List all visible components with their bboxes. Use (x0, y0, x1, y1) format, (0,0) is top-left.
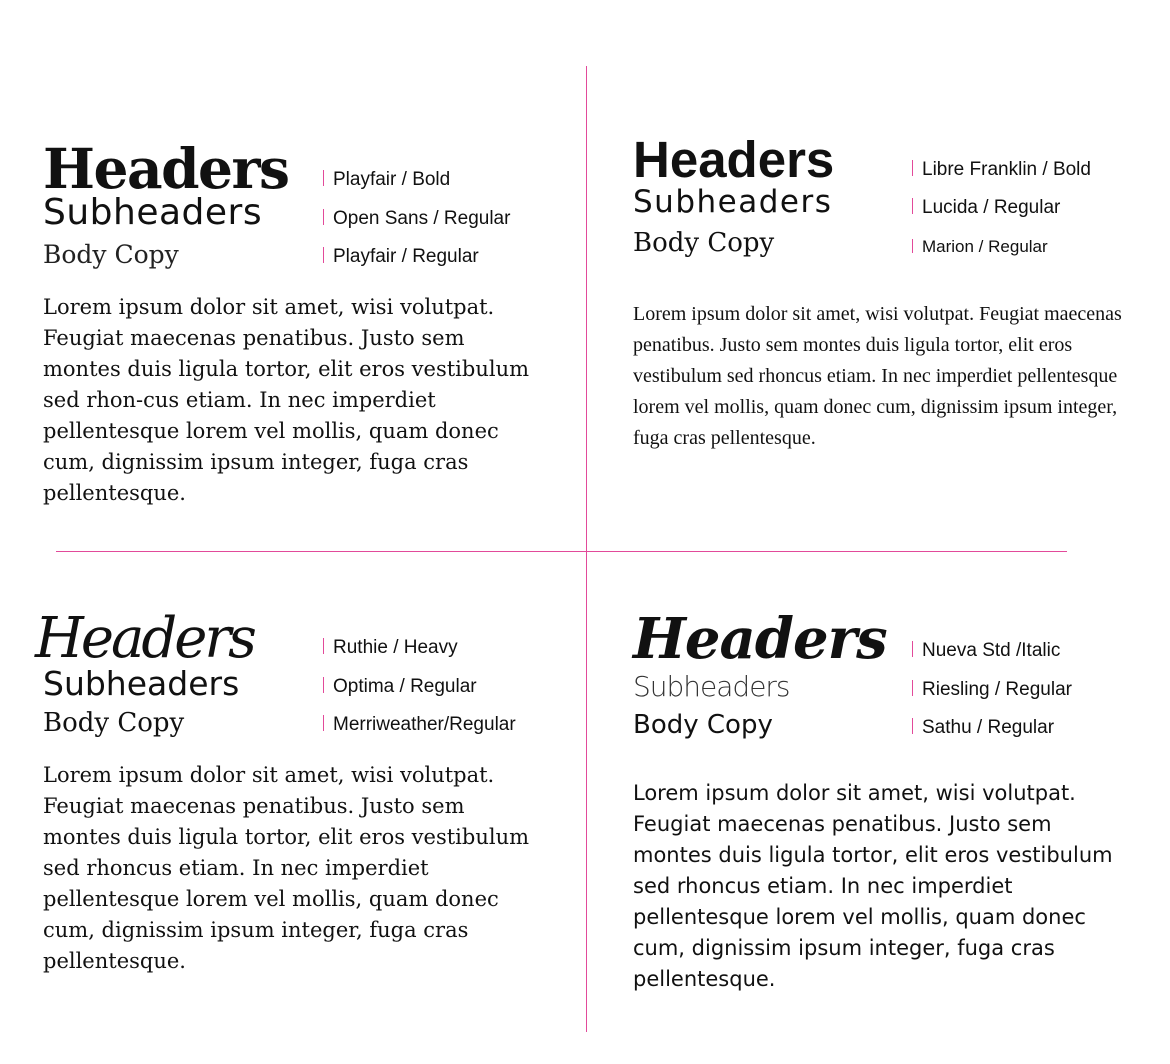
accent-bar (323, 170, 324, 186)
font-spec-subheader (323, 208, 510, 230)
font-spec-header (912, 159, 1091, 181)
accent-bar (323, 638, 324, 654)
font-spec-body (323, 714, 516, 736)
lorem-paragraph: Lorem ipsum dolor sit amet, wisi volutpat. Feugiat maecenas penatibus. Justo sem montes duis ligula tortor, elit eros vestibulum sed rhon-cus etiam. In nec imperdiet pellentesque lorem vel mollis, quam donec cum, dignissim ipsum integer, fuga cras pellentesque. (43, 295, 530, 505)
font-spec-text: Marion / Regular (922, 237, 1048, 256)
subheader-sample: Subheaders (43, 192, 263, 233)
horizontal-divider (56, 551, 1067, 552)
accent-bar (912, 160, 913, 176)
accent-bar (912, 239, 913, 253)
font-spec-text: Nueva Std /Italic (922, 640, 1061, 661)
font-spec-text: Lucida / Regular (922, 197, 1061, 218)
accent-bar (912, 718, 913, 734)
font-spec-body (912, 717, 1054, 739)
header-sample: Headers (35, 606, 254, 671)
accent-bar (323, 247, 324, 263)
font-spec-text: Sathu / Regular (922, 717, 1055, 738)
accent-bar (912, 641, 913, 657)
body-copy-label: Body Copy (633, 710, 773, 740)
font-spec-text: Libre Franklin / Bold (922, 159, 1091, 180)
font-spec-body (323, 246, 479, 268)
accent-bar (323, 715, 324, 731)
font-spec-text: Playfair / Bold (333, 169, 451, 190)
header-sample: Headers (633, 131, 835, 188)
header-sample: Headers (43, 136, 289, 201)
font-spec-subheader (912, 679, 1072, 701)
font-spec-header (323, 637, 458, 659)
accent-bar (912, 680, 913, 696)
font-spec-text: Riesling / Regular (922, 679, 1072, 700)
font-spec-subheader (323, 676, 477, 698)
font-spec-text: Optima / Regular (333, 676, 477, 697)
font-spec-text: Ruthie / Heavy (333, 637, 458, 658)
lorem-paragraph: Lorem ipsum dolor sit amet, wisi volutpat. Feugiat maecenas penatibus. Justo sem montes duis ligula tortor, elit eros vestibulum sed rhoncus etiam. In nec imperdiet pellentesque lorem vel mollis, quam donec cum, dignissim ipsum integer, fuga cras pellentesque. (633, 781, 1113, 991)
font-spec-body (912, 237, 1048, 257)
subheader-sample: Subheaders (633, 670, 790, 703)
body-copy-label: Body Copy (43, 240, 179, 269)
font-spec-header (912, 640, 1060, 662)
font-spec-subheader (912, 197, 1060, 219)
font-spec-text: Playfair / Regular (333, 246, 479, 267)
font-spec-text: Open Sans / Regular (333, 208, 511, 229)
vertical-divider (586, 66, 587, 1032)
lorem-paragraph: Lorem ipsum dolor sit amet, wisi volutpat. Feugiat maecenas penatibus. Justo sem montes duis ligula tortor, elit eros vestibulum sed rhoncus etiam. In nec imperdiet pellentesque lorem vel mollis, quam donec cum, dignissim ipsum integer, fuga cras pellentesque. (633, 303, 1122, 449)
subheader-sample: Subheaders (43, 664, 240, 703)
font-spec-text: Merriweather/Regular (333, 714, 516, 735)
font-spec-header (323, 169, 450, 191)
header-sample: Headers (633, 606, 887, 672)
lorem-paragraph: Lorem ipsum dolor sit amet, wisi volutpat. Feugiat maecenas penatibus. Justo sem montes duis ligula tortor, elit eros vestibulum sed rhoncus etiam. In nec imperdiet pellentesque lorem vel mollis, quam donec cum, dignissim ipsum integer, fuga cras pellentesque. (43, 763, 530, 973)
accent-bar (912, 198, 913, 214)
body-copy-label: Body Copy (633, 228, 775, 258)
accent-bar (323, 209, 324, 225)
body-copy-label: Body Copy (43, 708, 185, 738)
accent-bar (323, 677, 324, 693)
subheader-sample: Subheaders (633, 184, 833, 220)
